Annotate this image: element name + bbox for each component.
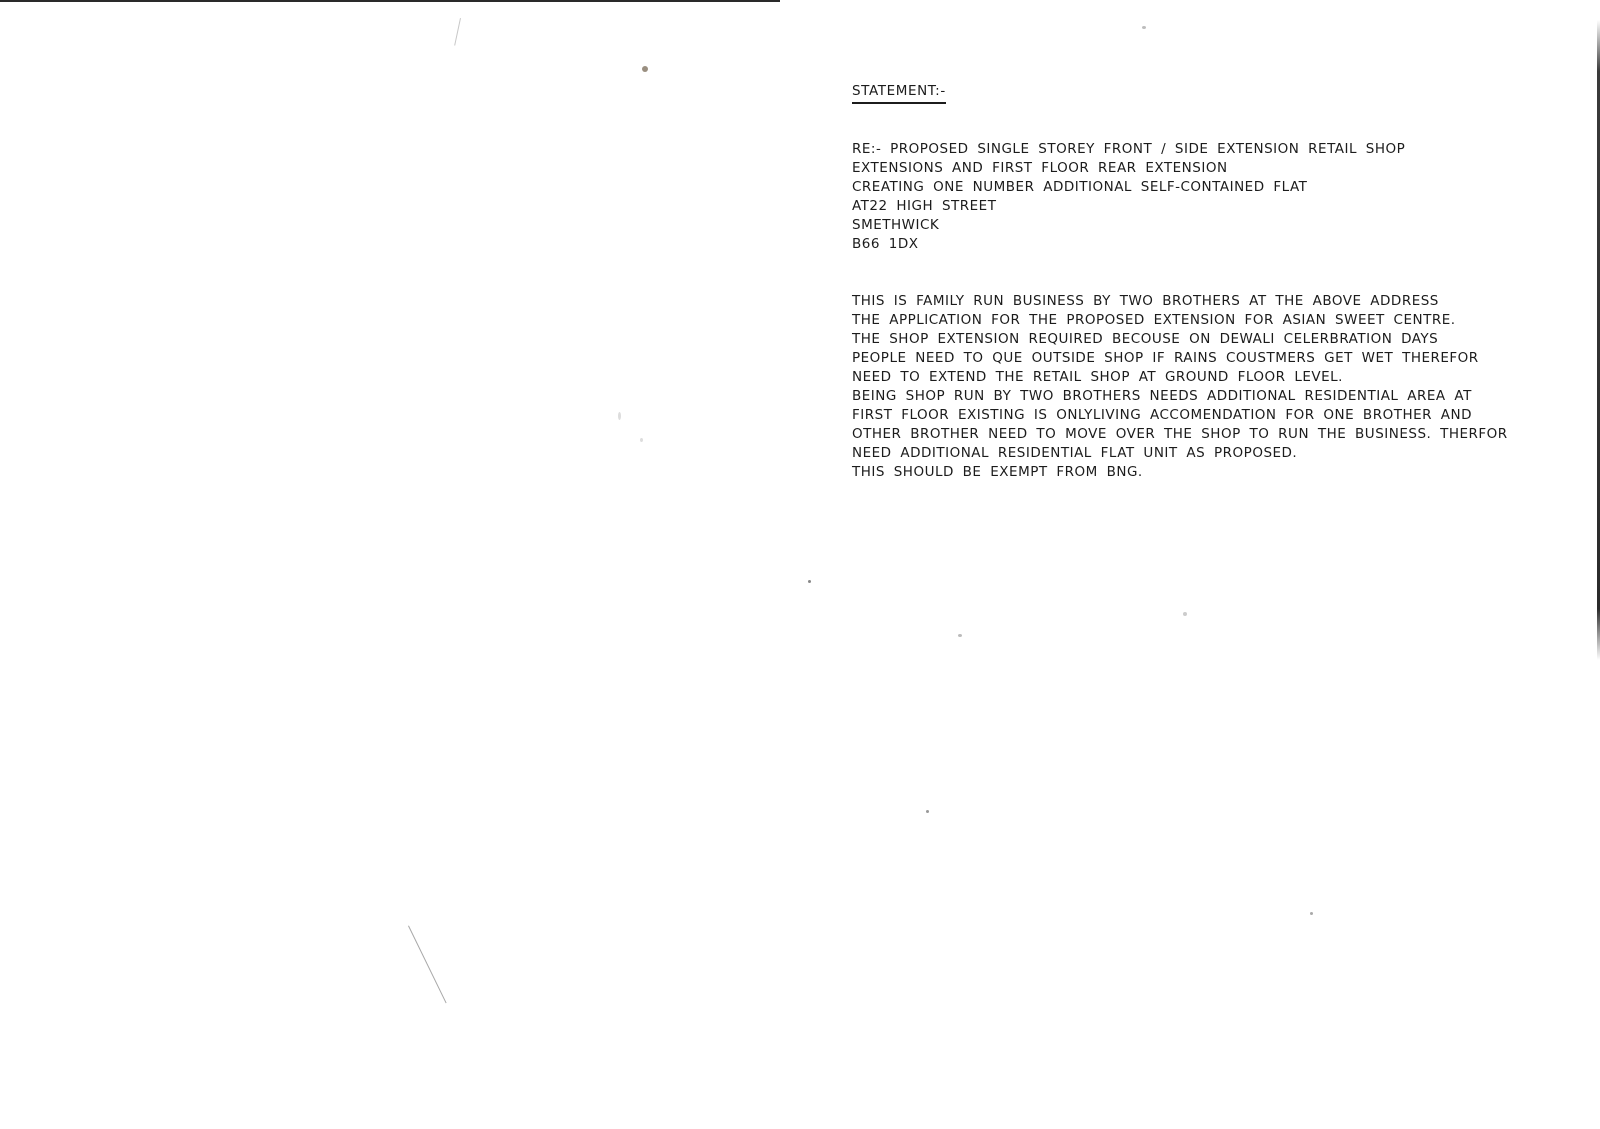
scan-speck — [1142, 26, 1146, 29]
body-line: PEOPLE NEED TO QUE OUTSIDE SHOP IF RAINS COUSTMERS GET WET THEREFOR — [852, 350, 1479, 366]
statement-heading: STATEMENT:- — [852, 81, 946, 104]
statement-body — [852, 292, 1572, 482]
body-line: THE APPLICATION FOR THE PROPOSED EXTENSION FOR ASIAN SWEET CENTRE. — [852, 312, 1456, 328]
body-line: THIS IS FAMILY RUN BUSINESS BY TWO BROTHERS AT THE ABOVE ADDRESS — [852, 293, 1439, 309]
re-line: RE:- PROPOSED SINGLE STOREY FRONT / SIDE EXTENSION RETAIL SHOP — [852, 141, 1406, 157]
body-line: NEED ADDITIONAL RESIDENTIAL FLAT UNIT AS PROPOSED. — [852, 445, 1298, 461]
scan-speck — [642, 66, 648, 72]
re-line: SMETHWICK — [852, 217, 940, 233]
scan-speck — [640, 438, 643, 442]
body-line: NEED TO EXTEND THE RETAIL SHOP AT GROUND FLOOR LEVEL. — [852, 369, 1343, 385]
scan-speck — [808, 580, 811, 583]
scan-speck — [958, 634, 962, 637]
scan-scratch — [454, 18, 461, 46]
body-line: THIS SHOULD BE EXEMPT FROM BNG. — [852, 464, 1143, 480]
scan-edge-top — [0, 0, 780, 2]
re-line: CREATING ONE NUMBER ADDITIONAL SELF-CONTAINED FLAT — [852, 179, 1308, 195]
re-line: AT22 HIGH STREET — [852, 198, 997, 214]
scan-speck — [1310, 912, 1313, 915]
re-line: EXTENSIONS AND FIRST FLOOR REAR EXTENSION — [852, 160, 1228, 176]
statement-document — [852, 80, 1572, 482]
re-address-block — [852, 140, 1572, 254]
body-line: BEING SHOP RUN BY TWO BROTHERS NEEDS ADDITIONAL RESIDENTIAL AREA AT — [852, 388, 1472, 404]
re-line: B66 1DX — [852, 236, 919, 252]
body-line: OTHER BROTHER NEED TO MOVE OVER THE SHOP TO RUN THE BUSINESS. THERFOR — [852, 426, 1508, 442]
scan-speck — [618, 412, 621, 420]
body-line: THE SHOP EXTENSION REQUIRED BECOUSE ON DEWALI CELERBRATION DAYS — [852, 331, 1439, 347]
scan-scratch — [408, 926, 447, 1004]
body-line: FIRST FLOOR EXISTING IS ONLYLIVING ACCOMENDATION FOR ONE BROTHER AND — [852, 407, 1473, 423]
scan-speck — [926, 810, 929, 813]
scan-speck — [1183, 612, 1187, 616]
